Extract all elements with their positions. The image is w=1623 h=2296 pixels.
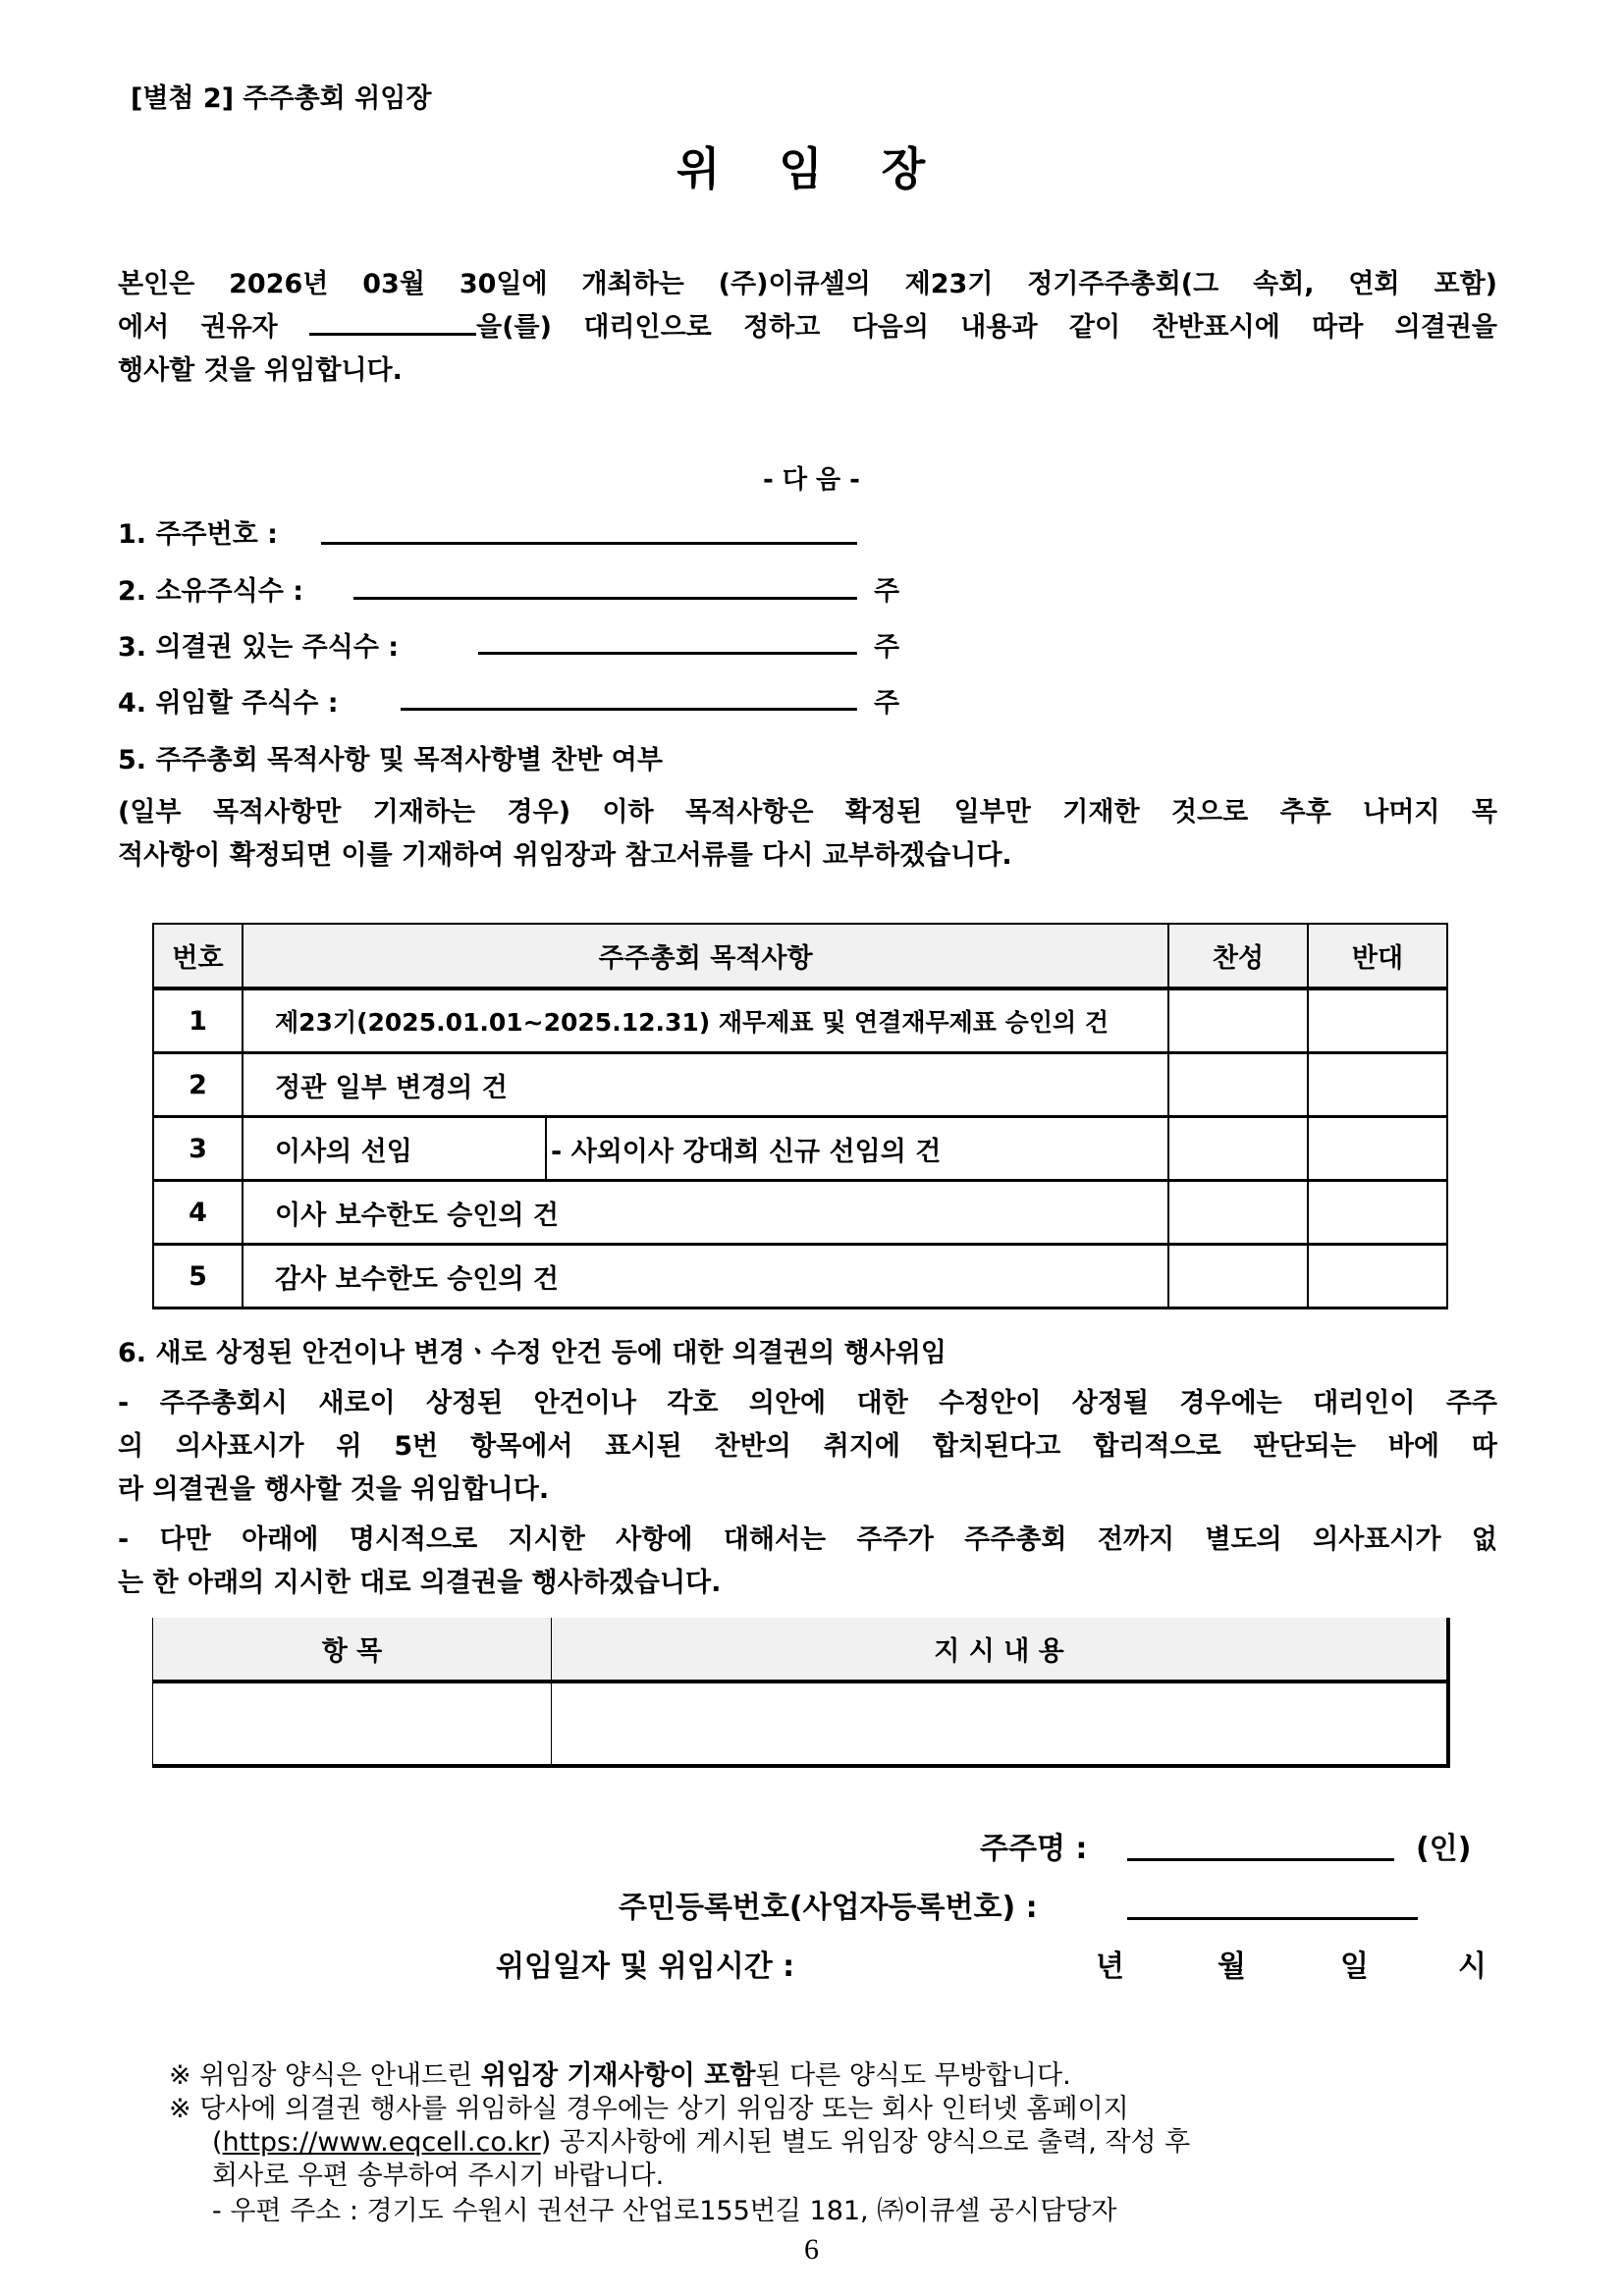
delegated-shares-unit: 주 [874,688,900,719]
date-month[interactable]: 월 [1217,1949,1246,1984]
shareholder-name-label: 주주명 : [980,1832,1088,1866]
approve-cell[interactable] [1168,1181,1308,1245]
instruction-table [152,1618,1450,1768]
instruction-row [153,1682,1449,1766]
oppose-cell[interactable] [1308,1053,1447,1117]
intro-line-1: 본인은 2026년 03월 30일에 개최하는 (주)이큐셀의 제23기 정기주주총회(그 속회, 연회 포함) [118,269,1497,299]
item5-note-line-1: (일부 목적사항만 기재하는 경우) 이하 목적사항은 확정된 일부만 기재한 것으로 추후 나머지 목 [118,797,1497,828]
paren-open: ( [212,2127,223,2158]
agenda-subject: 이사 보수한도 승인의 건 [243,1181,1168,1245]
agenda-header-row [153,924,1447,988]
agenda-number: 2 [153,1053,243,1117]
item-shareholder-number-label: 1. 주주번호 : [118,519,278,550]
item-owned-shares-label: 2. 소유주식수 : [118,576,304,607]
agenda-sub-item: - 사외이사 강대희 신규 선임의 건 [546,1117,1168,1181]
approve-cell[interactable] [1168,1053,1308,1117]
intro-line-2-prefix: 에서 권유자 [118,312,278,343]
note-2-text-rest: ) 공지사항에 게시된 별도 위임장 양식으로 출력, 작성 후 [540,2127,1191,2158]
note-1-bold: 위임장 기재사항이 포함 [480,2060,756,2091]
id-number-label: 주민등록번호(사업자등록번호) : [619,1891,1038,1925]
intro-line-2-suffix: 을(를) 대리인으로 정하고 다음의 내용과 같이 찬반표시에 따라 의결권을 [476,312,1497,343]
page-title: 위 임 장 [676,142,947,195]
attachment-label: [별첨 2] 주주총회 위임장 [131,83,432,114]
header-item: 항 목 [153,1618,552,1682]
section6-title: 6. 새로 상정된 안건이나 변경ㆍ수정 안건 등에 대한 의결권의 행사위임 [118,1338,947,1368]
voting-shares-unit: 주 [874,632,900,663]
agenda-row [153,1053,1447,1117]
header-instruction: 지 시 내 용 [552,1618,1449,1682]
section6-para1-line3: 라 의결권을 행사할 것을 위임합니다. [118,1474,550,1505]
agenda-number: 5 [153,1245,243,1308]
shareholder-name-field[interactable] [1127,1858,1394,1861]
note-2-text: 당사에 의결권 행사를 위임하실 경우에는 상기 위임장 또는 회사 인터넷 홈페이지 [199,2094,1129,2124]
section6-para1-line2: 의 의사표시가 위 5번 항목에서 표시된 찬반의 취지에 합치된다고 합리적으로 판단되는 바에 따 [118,1431,1497,1462]
header-oppose: 반대 [1308,924,1447,988]
oppose-cell[interactable] [1308,1117,1447,1181]
note-1-text-b: 된 다른 양식도 무방합니다. [755,2060,1071,2091]
note-2-line-3: 회사로 우편 송부하여 주시기 바랍니다. [212,2161,665,2191]
agenda-number: 4 [153,1181,243,1245]
agenda-subject: 이사의 선임 [243,1117,546,1181]
item-voting-shares-label: 3. 의결권 있는 주식수 : [118,632,400,663]
agenda-number: 1 [153,988,243,1053]
instruction-item-cell[interactable] [153,1682,552,1766]
oppose-cell[interactable] [1308,988,1447,1053]
seal-mark: (인) [1416,1832,1472,1866]
header-approve: 찬성 [1168,924,1308,988]
proxy-name-blank[interactable] [309,309,476,336]
item-delegated-shares-label: 4. 위임할 주식수 : [118,688,339,719]
intro-line-2 [118,306,1497,349]
instruction-content-cell[interactable] [552,1682,1449,1766]
delegated-shares-field[interactable] [401,708,857,711]
oppose-cell[interactable] [1308,1245,1447,1308]
shareholder-number-field[interactable] [321,542,857,545]
header-number: 번호 [153,924,243,988]
owned-shares-unit: 주 [874,576,900,607]
approve-cell[interactable] [1168,1245,1308,1308]
agenda-subject: 제23기(2025.01.01~2025.12.31) 재무제표 및 연결재무제표 승인의 건 [243,988,1168,1053]
section6-para1-line1: - 주주총회시 새로이 상정된 안건이나 각호 의안에 대한 수정안이 상정될 경우에는 대리인이 주주 [118,1388,1497,1418]
date-hour[interactable]: 시 [1458,1949,1487,1984]
note-1 [169,2059,1071,2093]
note-mark: ※ [169,2094,191,2124]
next-heading: - 다 음 - [763,465,860,495]
homepage-link[interactable]: https://www.eqcell.co.kr [222,2127,541,2158]
mailing-address: - 우편 주소 : 경기도 수원시 권선구 산업로155번길 181, ㈜이큐셀 공시담당자 [212,2196,1117,2226]
header-subject: 주주총회 목적사항 [243,924,1168,988]
id-number-field[interactable] [1127,1917,1418,1920]
agenda-row [153,1117,1447,1181]
note-2-line-1 [169,2093,1129,2126]
intro-line-3: 행사할 것을 위임합니다. [118,355,403,386]
agenda-subject: 감사 보수한도 승인의 건 [243,1245,1168,1308]
agenda-row [153,988,1447,1053]
note-1-text-a: 위임장 양식은 안내드린 [199,2060,481,2091]
item5-note-line-2: 적사항이 확정되면 이를 기재하여 위임장과 참고서류를 다시 교부하겠습니다. [118,840,1012,871]
section6-para2-line1: - 다만 아래에 명시적으로 지시한 사항에 대해서는 주주가 주주총회 전까지 별도의 의사표시가 없 [118,1524,1497,1555]
agenda-number: 3 [153,1117,243,1181]
agenda-subject: 정관 일부 변경의 건 [243,1053,1168,1117]
delegation-date-label: 위임일자 및 위임시간 : [496,1949,795,1984]
section6-para2-line2: 는 한 아래의 지시한 대로 의결권을 행사하겠습니다. [118,1568,722,1598]
agenda-row [153,1245,1447,1308]
oppose-cell[interactable] [1308,1181,1447,1245]
item-agenda-heading: 5. 주주총회 목적사항 및 목적사항별 찬반 여부 [118,745,663,775]
approve-cell[interactable] [1168,1117,1308,1181]
date-year[interactable]: 년 [1096,1949,1124,1984]
agenda-row [153,1181,1447,1245]
owned-shares-field[interactable] [353,597,857,600]
date-day[interactable]: 일 [1340,1949,1369,1984]
note-mark: ※ [169,2060,191,2091]
agenda-table [152,923,1448,1309]
approve-cell[interactable] [1168,988,1308,1053]
note-2-line-2 [212,2126,1190,2160]
instruction-header-row [153,1618,1449,1682]
voting-shares-field[interactable] [478,652,857,655]
page-number: 6 [804,2233,819,2266]
